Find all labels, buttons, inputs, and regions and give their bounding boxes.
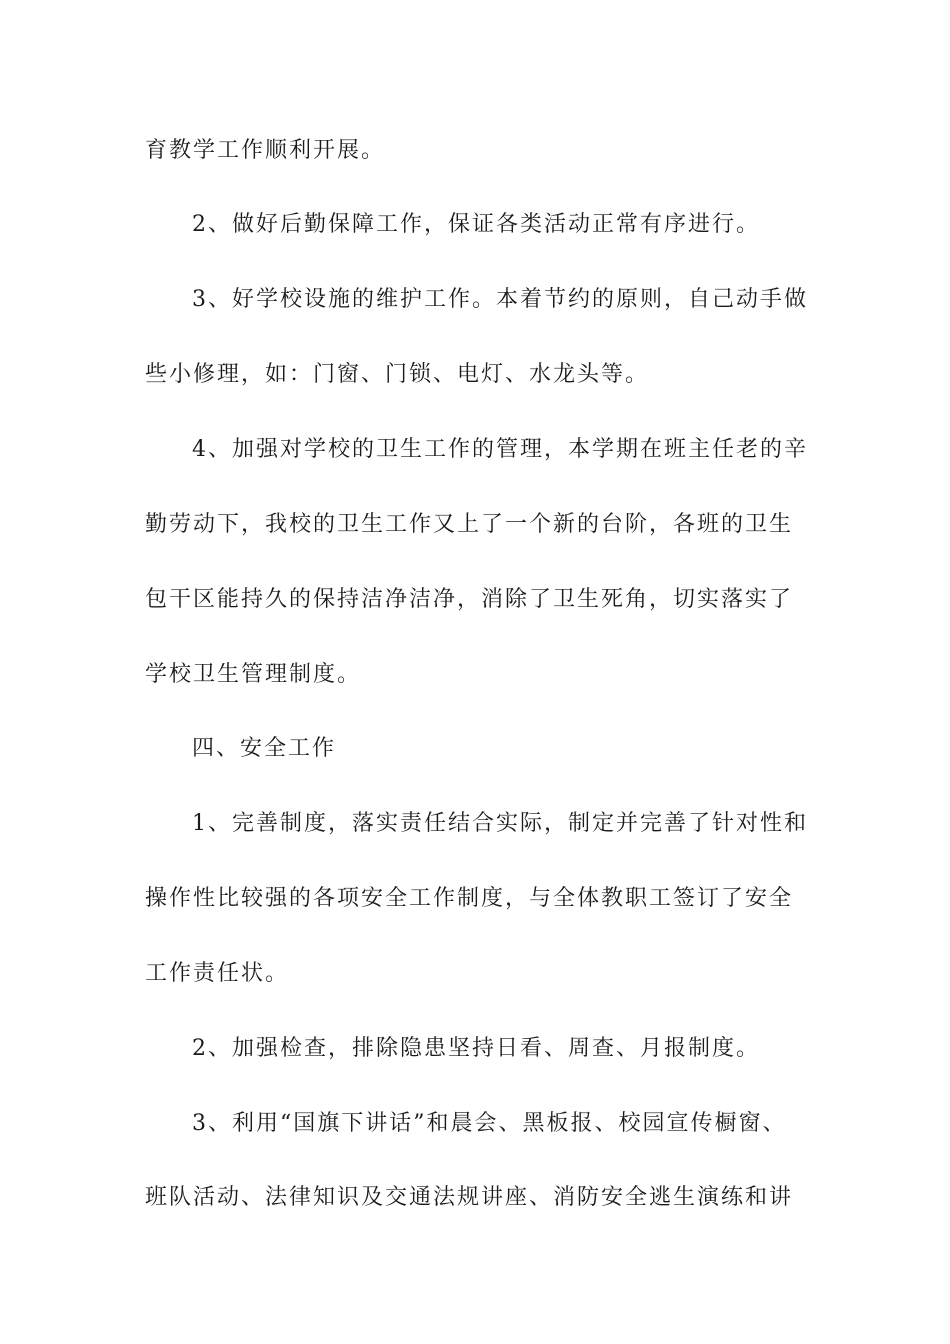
text-line: 工作责任状。 <box>145 961 290 986</box>
text-line: 1、完善制度，落实责任结合实际，制定并完善了针对性和 <box>192 811 808 836</box>
section-heading: 四、安全工作 <box>192 736 337 761</box>
text-line: 4、加强对学校的卫生工作的管理，本学期在班主任老的辛 <box>192 437 808 462</box>
text-line: 2、加强检查，排除隐患坚持日看、周查、月报制度。 <box>192 1036 760 1061</box>
text-line: 学校卫生管理制度。 <box>145 662 362 687</box>
text-line: 3、好学校设施的维护工作。本着节约的原则，自己动手做 <box>192 287 808 312</box>
text-line: 3、利用“国旗下讲话”和晨会、黑板报、校园宣传橱窗、 <box>192 1111 787 1136</box>
text-line: 班队活动、法律知识及交通法规讲座、消防安全逃生演练和讲 <box>145 1185 794 1210</box>
text-line: 包干区能持久的保持洁净洁净，消除了卫生死角，切实落实了 <box>145 587 794 612</box>
text-line: 2、做好后勤保障工作，保证各类活动正常有序进行。 <box>192 212 760 237</box>
text-line: 些小修理，如：门窗、门锁、电灯、水龙头等。 <box>145 362 650 387</box>
text-line: 操作性比较强的各项安全工作制度，与全体教职工签订了安全 <box>145 886 794 911</box>
text-line: 勤劳动下，我校的卫生工作又上了一个新的台阶，各班的卫生 <box>145 512 794 537</box>
text-line: 育教学工作顺利开展。 <box>145 138 386 163</box>
